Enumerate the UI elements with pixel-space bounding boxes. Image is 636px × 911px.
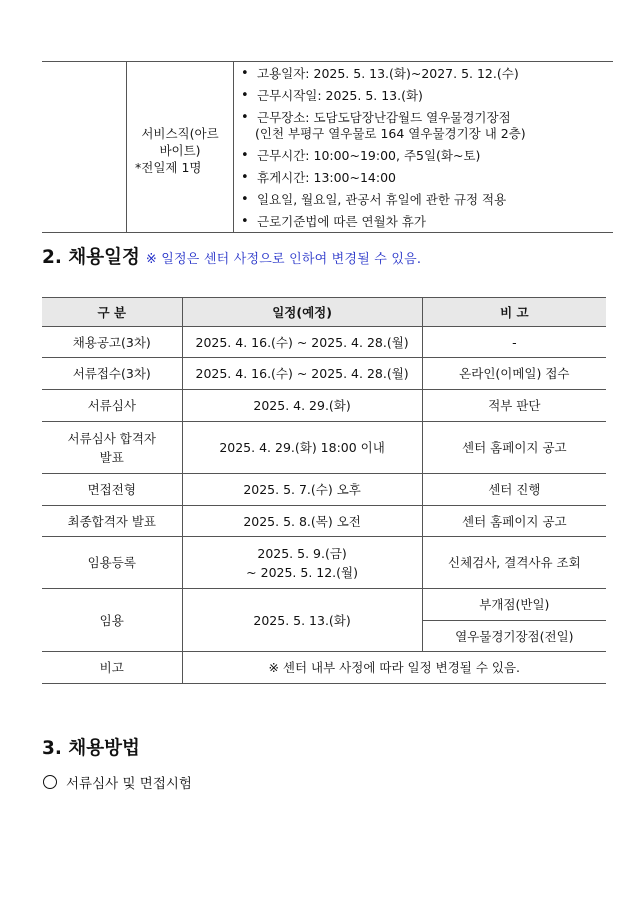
row-category-line: 서류심사 합격자 xyxy=(67,430,156,446)
table-row xyxy=(42,652,606,684)
row-date-line: ~ 2025. 5. 12.(월) xyxy=(246,564,358,580)
detail-item: • 고용일자: 2025. 5. 13.(화)~2027. 5. 12.(수) xyxy=(234,63,613,85)
table-row xyxy=(42,358,606,390)
row-note: 온라인(이메일) 접수 xyxy=(422,358,606,390)
row-note: - xyxy=(422,327,606,358)
table-row xyxy=(42,589,606,621)
row-date: 2025. 4. 29.(화) xyxy=(182,390,422,422)
header-category: 구 분 xyxy=(42,298,182,327)
section-title: 2. 채용일정 xyxy=(42,247,140,268)
position-table xyxy=(42,61,613,233)
row-note: 센터 진행 xyxy=(422,474,606,506)
row-category: 면접전형 xyxy=(42,474,182,506)
section-heading-method: 3. 채용방법 xyxy=(42,738,140,759)
row-note: 센터 홈페이지 공고 xyxy=(422,506,606,537)
table-row xyxy=(42,390,606,422)
table-header-row xyxy=(42,298,606,327)
row-date: 2025. 4. 16.(수) ~ 2025. 4. 28.(월) xyxy=(182,358,422,390)
row-date: 2025. 5. 13.(화) xyxy=(182,589,422,652)
row-date xyxy=(182,537,422,589)
schedule-table xyxy=(42,297,606,684)
table-row xyxy=(42,474,606,506)
table-row xyxy=(42,422,606,474)
row-note: 센터 홈페이지 공고 xyxy=(422,422,606,474)
detail-item: • 근무장소: 도담도담장난감월드 열우물경기장점 xyxy=(234,107,613,129)
row-category: 최종합격자 발표 xyxy=(42,506,182,537)
position-line: 서비스직(아르 xyxy=(141,125,219,141)
row-category: 임용 xyxy=(42,589,182,652)
method-item xyxy=(42,772,192,792)
position-table-empty-cell xyxy=(42,62,127,232)
header-note: 비 고 xyxy=(422,298,606,327)
detail-item: • 근무시작일: 2025. 5. 13.(화) xyxy=(234,85,613,107)
method-text: 서류심사 및 면접시험 xyxy=(66,776,192,792)
row-note: 부개점(반일) xyxy=(422,589,606,621)
table-row xyxy=(42,537,606,589)
header-date: 일정(예정) xyxy=(182,298,422,327)
row-category: 서류접수(3차) xyxy=(42,358,182,390)
row-merged-note: ※ 센터 내부 사정에 따라 일정 변경될 수 있음. xyxy=(182,652,606,684)
detail-item: • 일요일, 월요일, 관공서 휴일에 관한 규정 적용 xyxy=(234,189,613,211)
row-category: 채용공고(3차) xyxy=(42,327,182,358)
position-cell xyxy=(127,62,234,232)
row-category: 비고 xyxy=(42,652,182,684)
position-line: 바이트) xyxy=(159,142,201,158)
row-category: 임용등록 xyxy=(42,537,182,589)
detail-item-continuation: (인천 부평구 열우물로 164 열우물경기장 내 2층) xyxy=(255,126,526,141)
section-heading-schedule xyxy=(42,243,421,269)
circle-bullet-icon xyxy=(43,775,57,789)
row-date: 2025. 5. 8.(목) 오전 xyxy=(182,506,422,537)
row-date: 2025. 4. 29.(화) 18:00 이내 xyxy=(182,422,422,474)
row-date-line: 2025. 5. 9.(금) xyxy=(257,545,347,561)
row-category xyxy=(42,422,182,474)
detail-item: • 근무시간: 10:00~19:00, 주5일(화~토) xyxy=(234,145,613,167)
position-line: *전일제 1명 xyxy=(135,159,202,175)
position-details xyxy=(234,62,613,232)
row-note: 신체검사, 결격사유 조회 xyxy=(422,537,606,589)
row-date: 2025. 5. 7.(수) 오후 xyxy=(182,474,422,506)
table-row xyxy=(42,506,606,537)
row-category-line: 발표 xyxy=(99,449,124,465)
detail-item: • 휴게시간: 13:00~14:00 xyxy=(234,167,613,189)
detail-item: • 근로기준법에 따른 연월차 휴가 xyxy=(234,211,613,233)
table-row xyxy=(42,327,606,358)
schedule-change-note: ※ 일정은 센터 사정으로 인하여 변경될 수 있음. xyxy=(145,252,422,267)
row-note: 열우물경기장점(전일) xyxy=(422,621,606,652)
row-note: 적부 판단 xyxy=(422,390,606,422)
row-date: 2025. 4. 16.(수) ~ 2025. 4. 28.(월) xyxy=(182,327,422,358)
row-category: 서류심사 xyxy=(42,390,182,422)
